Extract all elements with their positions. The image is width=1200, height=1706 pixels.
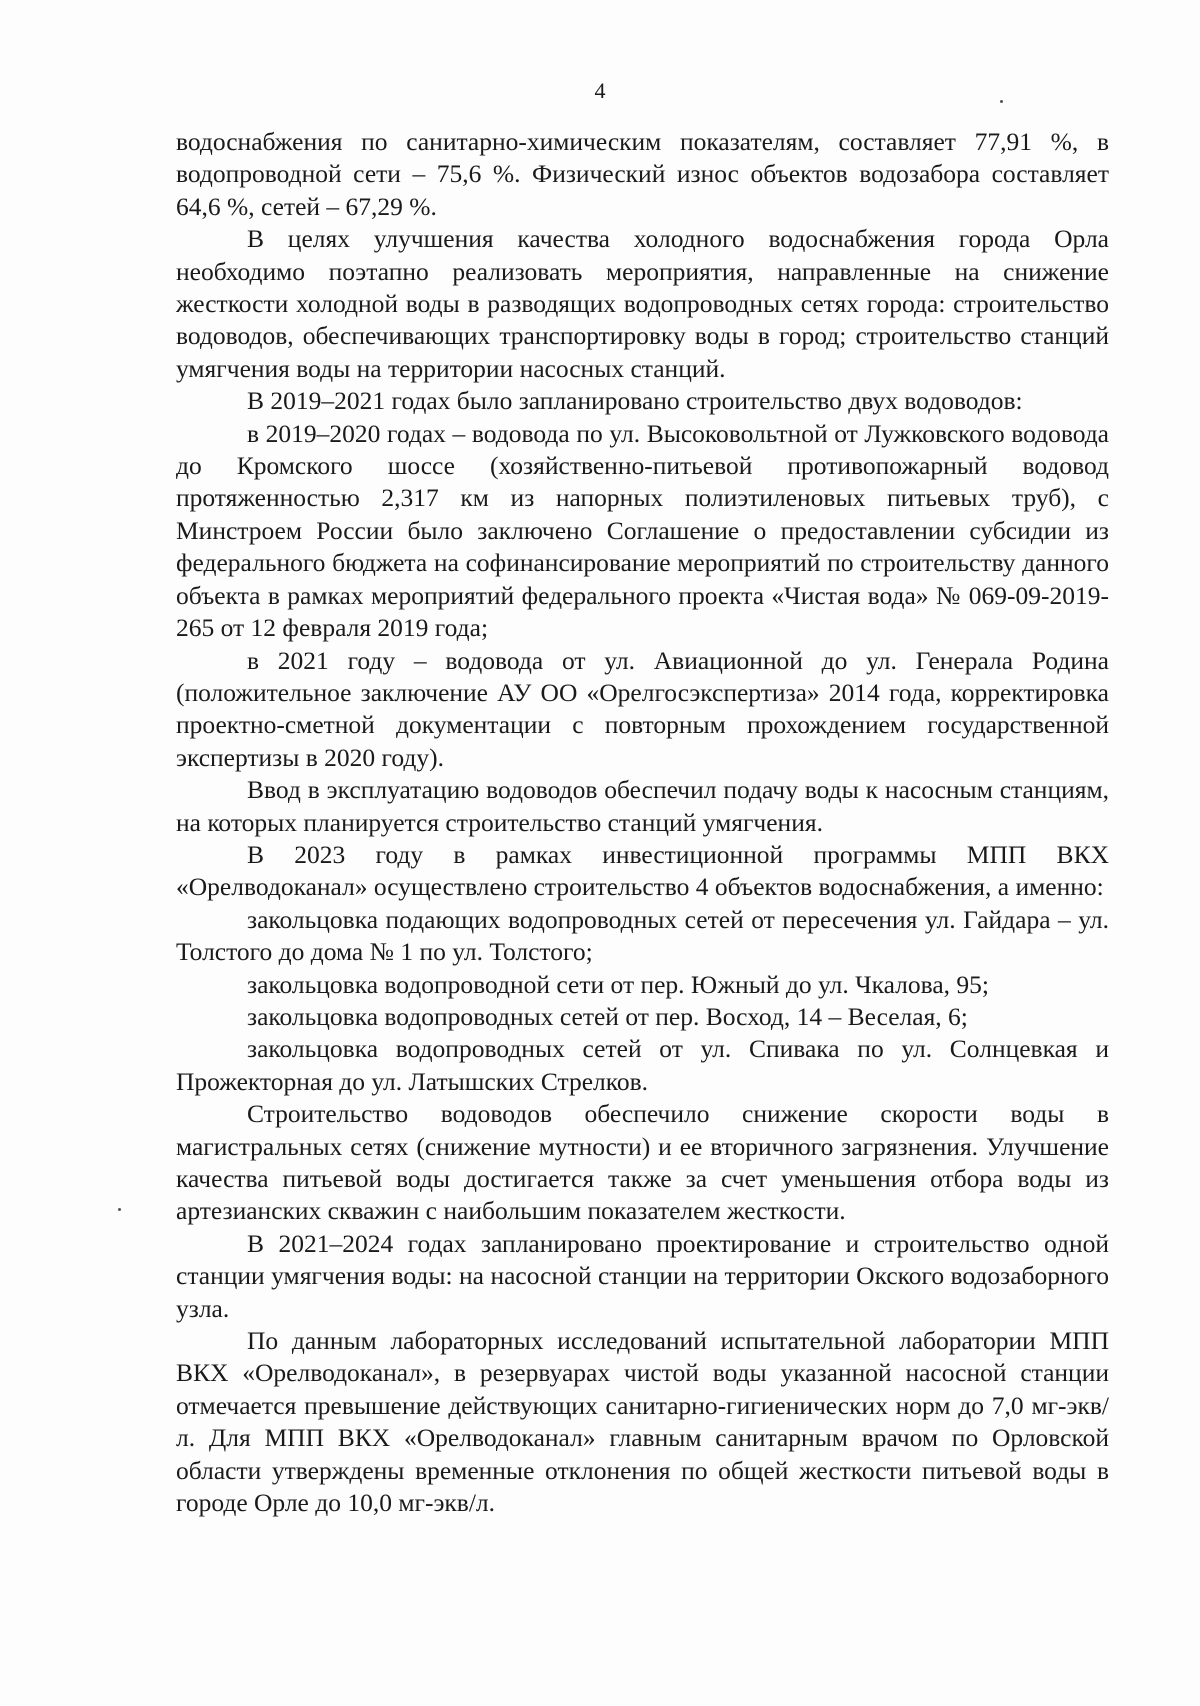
page-number: 4 xyxy=(594,78,606,103)
paragraph: По данным лабораторных исследований испытательной лаборатории МПП ВКХ «Орелводоканал», в резервуарах чистой воды указанной насосной станции отмечается превышение действующих санитарно-гигиенических норм до 7,0 мг-экв/л. Для МПП ВКХ «Орелводоканал» главным санитарным врачом по Орловской области утверждены временные отклонения по общей жесткости питьевой воды в городе Орле до 10,0 мг-экв/л. xyxy=(176,1326,1109,1518)
paragraph: В 2019–2021 годах было запланировано строительство двух водоводов: xyxy=(247,386,1023,416)
paragraph-continuation: водоснабжения по санитарно-химическим показателям, составляет 77,91 %, в водопроводной сети – 75,6 %. Физический износ объектов водозабора составляет 64,6 %, сетей – 67,29 %. xyxy=(176,127,1109,221)
scan-speck xyxy=(118,1208,121,1211)
paragraph: В 2021–2024 годах запланировано проектирование и строительство одной станции умягчения воды: на насосной станции на территории Окского водозаборного узла. xyxy=(176,1228,1109,1323)
paragraph: закольцовка подающих водопроводных сетей от пересечения ул. Гайдара – ул. Толстого до дома № 1 по ул. Толстого; xyxy=(176,904,1109,967)
paragraph: Ввод в эксплуатацию водоводов обеспечил подачу воды к насосным станциям, на которых планируется строительство станций умягчения. xyxy=(176,775,1109,837)
document-body xyxy=(176,126,1109,1519)
paragraph: закольцовка водопроводных сетей от пер. Восход, 14 – Веселая, 6; xyxy=(247,1001,968,1031)
paragraph: В 2023 году в рамках инвестиционной программы МПП ВКХ «Орелводоканал» осуществлено строительство 4 объектов водоснабжения, а именно: xyxy=(176,839,1109,902)
paragraph: в 2019–2020 годах – водовода по ул. Высоковольтной от Лужковского водовода до Кромского шоссе (хозяйственно-питьевой противопожарный водовод протяженностью 2,317 км из напорных полиэтиленовых питьевых труб), с Минстроем России было заключено Соглашение о предоставлении субсидии из федерального бюджета на софинансирование мероприятий по строительству данного объекта в рамках мероприятий федерального проекта «Чистая вода» № 069-09-2019-265 от 12 февраля 2019 года; xyxy=(176,418,1109,643)
scan-speck xyxy=(1000,100,1003,103)
paragraph: Строительство водоводов обеспечило снижение скорости воды в магистральных сетях (снижение мутности) и ее вторичного загрязнения. Улучшение качества питьевой воды достигается также за счет уменьшения отбора воды из артезианских скважин с наибольшим показателем жесткости. xyxy=(176,1099,1109,1226)
paragraph: в 2021 году – водовода от ул. Авиационной до ул. Генерала Родина (положительное заключение АУ ОО «Орелгосэкспертиза» 2014 года, корректировка проектно-сметной документации с повторным прохождением государственной экспертизы в 2020 году). xyxy=(176,645,1109,772)
paragraph: закольцовка водопроводной сети от пер. Южный до ул. Чкалова, 95; xyxy=(247,969,990,999)
paragraph: закольцовка водопроводных сетей от ул. Спивака по ул. Солнцевкая и Прожекторная до ул. Латышских Стрелков. xyxy=(176,1034,1109,1096)
paragraph: В целях улучшения качества холодного водоснабжения города Орла необходимо поэтапно реализовать мероприятия, направленные на снижение жесткости холодной воды в разводящих водопроводных сетях города: строительство водоводов, обеспечивающих транспортировку воды в город; строительство станций умягчения воды на территории насосных станций. xyxy=(176,224,1109,383)
